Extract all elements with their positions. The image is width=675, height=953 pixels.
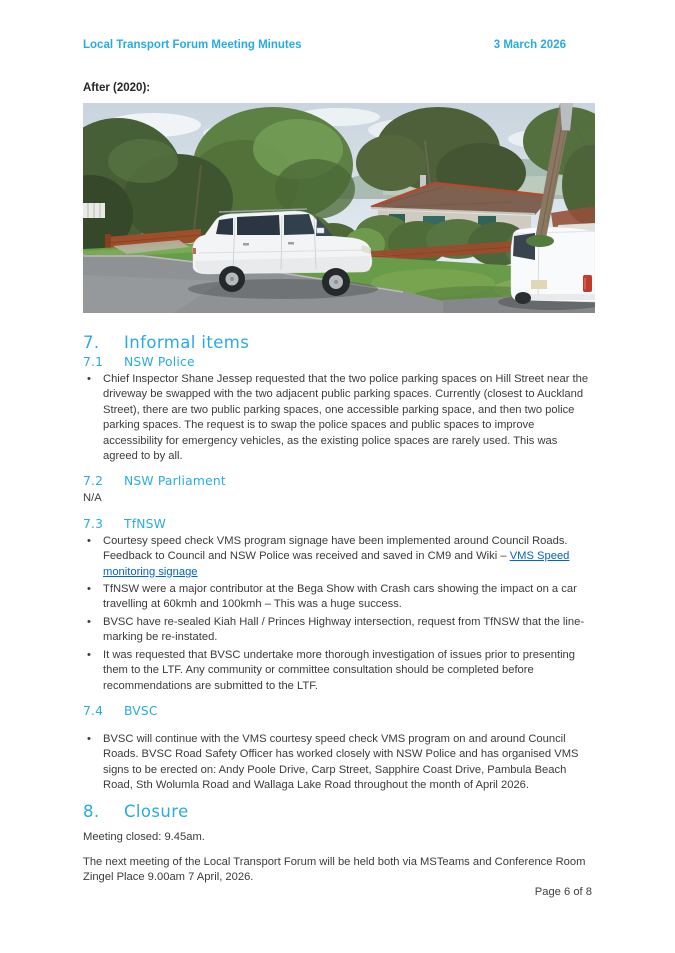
- subsection-7-3-heading: [83, 517, 592, 531]
- nsw-parliament-body: N/A: [83, 492, 102, 505]
- bullet-item: • Chief Inspector Shane Jessep requested that the two police parking spaces on Hill Street near the driveway be swapped with the two adjacent public parking spaces. Currently (closest to Auckland Street), there are two public parking spaces, one accessible parking space, and then two police parking spaces. The request is to swap the police spaces and public spaces to improve accessibility for emergency vehicles, as the existing police spaces are rarely used. This was agreed to by all.: [83, 372, 592, 464]
- photo-caption: After (2020):: [83, 82, 151, 94]
- bullet-item: • BVSC have re-sealed Kiah Hall / Princes Highway intersection, request from TfNSW that the line-marking be re-instated.: [83, 615, 592, 646]
- subsection-7-4-heading: [83, 704, 592, 718]
- next-meeting-text: The next meeting of the Local Transport Forum will be held both via MSTeams and Conference Room Zingel Place 9.00am 7 April, 2026.: [83, 855, 586, 884]
- subsection-7-1-number: 7.1: [83, 355, 104, 369]
- section-8-number: 8.: [83, 801, 100, 821]
- section-7-title: Informal items: [124, 333, 250, 352]
- bullet-item: [83, 534, 592, 580]
- street-photo: [83, 103, 595, 313]
- header-title: Local Transport Forum Meeting Minutes: [83, 39, 302, 51]
- subsection-7-1-title: NSW Police: [124, 355, 195, 369]
- bullet-item: • BVSC will continue with the VMS courtesy speed check VMS program on and around Council Roads. BVSC Road Safety Officer has worked closely with NSW Police and has organised VMS signs to be erected on: Andy Poole Drive, Carp Street, Sapphire Coast Drive, Pambula Beach Road, Sth Wolumla Road and Wallaga Lake Road throughout the month of April 2026.: [83, 732, 592, 794]
- subsection-7-2-number: 7.2: [83, 474, 104, 489]
- subsection-7-2-heading: [83, 474, 592, 488]
- section-7-heading: [83, 333, 592, 352]
- document-body: [83, 327, 592, 886]
- bullet-text: Courtesy speed check VMS program signage have been implemented around Council Roads. Feedback to Council and NSW Police was received and saved in CM9 and Wiki –: [103, 534, 568, 563]
- subsection-7-3-number: 7.3: [83, 516, 104, 531]
- spacer: [83, 721, 592, 730]
- header-date: 3 March 2026: [493, 39, 566, 51]
- tfnsw-bullet-list: [83, 534, 592, 694]
- section-8-heading: [83, 802, 592, 821]
- section-7-number: 7.: [83, 333, 100, 352]
- bullet-item: • TfNSW were a major contributor at the Bega Show with Crash cars showing the impact on a car travelling at 60kmh and 100kmh – This was a huge success.: [83, 582, 592, 613]
- subsection-7-1-heading: [83, 355, 592, 369]
- bullet-item: • It was requested that BVSC undertake more thorough investigation of issues prior to presenting them to the LTF. Any community or committee consultation should be completed before recommendations are submitted to the LTF.: [83, 648, 592, 694]
- section-8-title: Closure: [124, 801, 189, 821]
- page-header: [83, 39, 592, 51]
- vms-speed-monitoring-signage-link[interactable]: VMS Speed monitoring signage: [103, 550, 570, 578]
- subsection-7-3-title: TfNSW: [124, 516, 167, 531]
- subsection-7-2-title: NSW Parliament: [124, 474, 226, 489]
- bvsc-bullet-list: [83, 732, 592, 794]
- subsection-7-4-number: 7.4: [83, 703, 104, 718]
- subsection-7-4-title: BVSC: [124, 703, 158, 718]
- page-number: Page 6 of 8: [534, 886, 592, 898]
- meeting-closed-text: Meeting closed: 9.45am.: [83, 830, 205, 843]
- nsw-police-bullet-list: [83, 372, 592, 464]
